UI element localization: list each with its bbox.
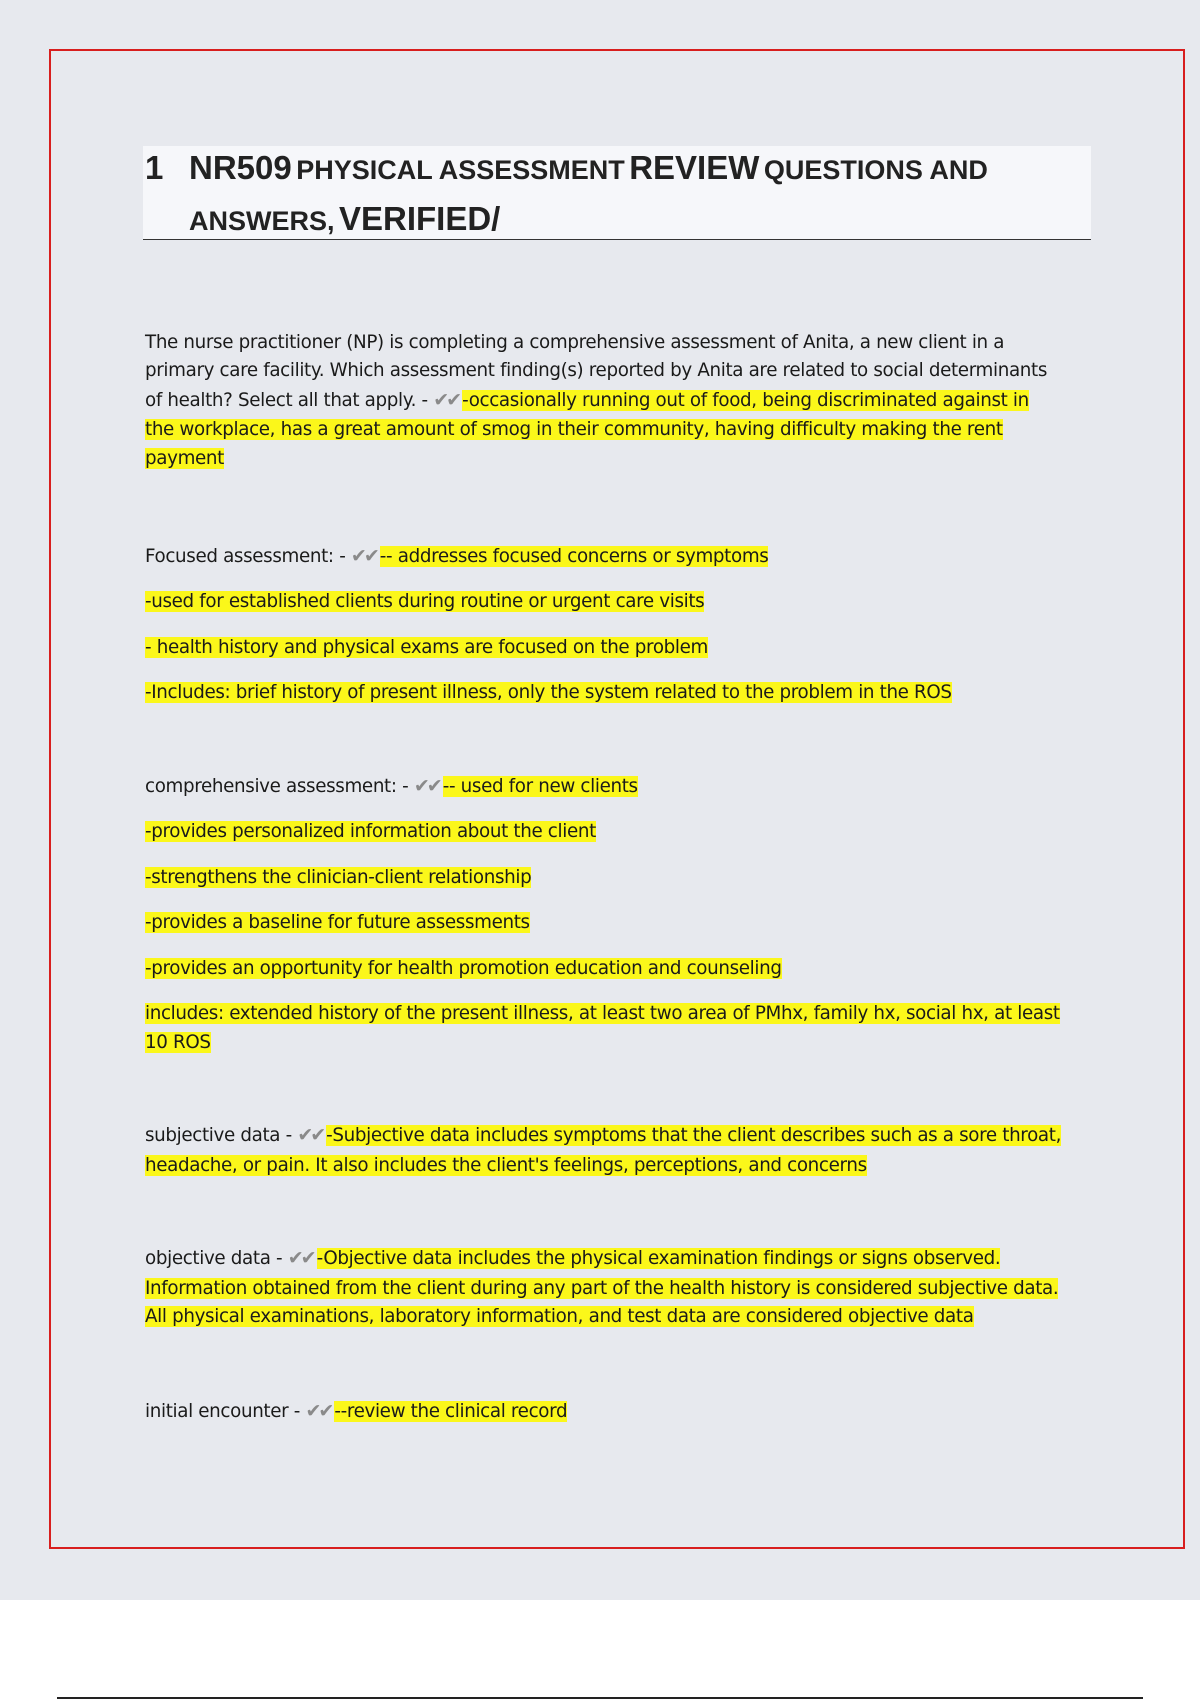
question-text: Focused assessment: - [145, 546, 351, 567]
title-part: PHYSICAL ASSESSMENT [296, 155, 625, 185]
qa-line [145, 1397, 567, 1426]
answer-line: Information obtained from the client during any part of the health history is considered subjective data. [145, 1278, 1059, 1299]
answer-line: -provides personalized information about the client [145, 821, 596, 842]
page-divider [57, 1697, 1143, 1699]
answer-text: -- used for new clients [442, 776, 638, 797]
answer-line: -strengthens the clinician-client relationship [145, 867, 532, 888]
page-title [189, 146, 1079, 248]
question-text: of health? Select all that apply. - [145, 390, 434, 411]
answer-line: -provides a baseline for future assessments [145, 912, 530, 933]
answer-text: -Subjective data includes symptoms that the client describes such as a sore throat, [326, 1125, 1062, 1146]
title-part: VERIFIED/ [338, 200, 501, 237]
question-text: subjective data - [145, 1125, 298, 1146]
answer-line: - health history and physical exams are focused on the problem [145, 637, 708, 658]
heading-number: 1 [145, 149, 164, 186]
title-part: QUESTIONS AND [763, 155, 988, 185]
check-mark-icon: ✔✔ [413, 775, 440, 797]
answer-line: All physical examinations, laboratory information, and test data are considered objective data [145, 1306, 974, 1327]
check-mark-icon: ✔✔ [287, 1247, 314, 1269]
check-mark-icon: ✔✔ [350, 545, 377, 567]
answer-text: -- addresses focused concerns or symptoms [379, 546, 769, 567]
document-title [143, 146, 1091, 240]
question-line: The nurse practitioner (NP) is completing a comprehensive assessment of Anita, a new client in a [145, 332, 1005, 353]
answer-line: the workplace, has a great amount of smog in their community, having difficulty making the rent [145, 419, 1003, 440]
answer-line: -provides an opportunity for health promotion education and counseling [145, 958, 782, 979]
answer-line: 10 ROS [145, 1032, 211, 1053]
answer-line: -Includes: brief history of present illness, only the system related to the problem in the ROS [145, 682, 952, 703]
answer-line: includes: extended history of the present illness, at least two area of PMhx, family hx, social hx, at least [145, 1003, 1060, 1024]
qa-line [145, 542, 768, 571]
next-page-area [0, 1600, 1200, 1700]
title-part: REVIEW [629, 149, 760, 186]
answer-text: --review the clinical record [334, 1401, 568, 1422]
question-line: primary care facility. Which assessment finding(s) reported by Anita are related to social determinants [145, 360, 1048, 381]
qa-line [145, 1244, 1000, 1273]
qa-line [145, 772, 638, 801]
check-mark-icon: ✔✔ [305, 1400, 332, 1422]
check-mark-icon: ✔✔ [433, 389, 460, 411]
qa-line [145, 386, 1029, 415]
question-text: comprehensive assessment: - [145, 776, 414, 797]
answer-line: headache, or pain. It also includes the client's feelings, perceptions, and concerns [145, 1155, 867, 1176]
answer-text: -Objective data includes the physical examination findings or signs observed. [316, 1248, 1001, 1269]
check-mark-icon: ✔✔ [297, 1124, 324, 1146]
qa-line [145, 1121, 1061, 1150]
answer-line: payment [145, 448, 224, 469]
title-part: NR509 [189, 149, 292, 186]
title-part: ANSWERS, [189, 206, 335, 236]
answer-line: -used for established clients during routine or urgent care visits [145, 591, 705, 612]
answer-text: -occasionally running out of food, being discriminated against in [462, 390, 1029, 411]
question-text: initial encounter - [145, 1401, 306, 1422]
question-text: objective data - [145, 1248, 288, 1269]
